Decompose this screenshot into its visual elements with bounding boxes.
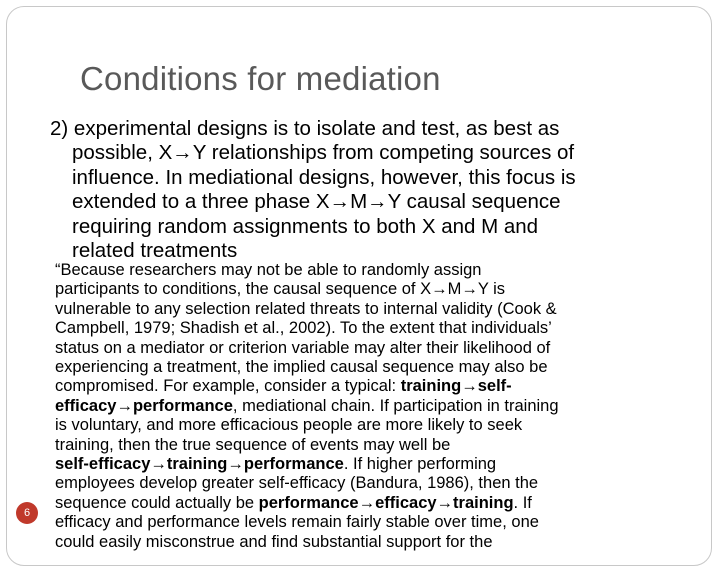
quote-text: compromised. For example, consider a typical: xyxy=(55,377,401,396)
quote-text: , mediational chain. If participation in training xyxy=(232,396,559,415)
quote-text: . If xyxy=(513,493,532,512)
quote-line: Campbell, 1979; Shadish et al., 2002). To the extent that individuals’ xyxy=(55,319,552,338)
point-line: possible, X→Y relationships from competing sources of xyxy=(72,141,575,165)
quote-line xyxy=(55,494,675,513)
quote-line: efficacy and performance levels remain fairly stable over time, one xyxy=(55,513,539,532)
quote-line: participants to conditions, the causal sequence of X→M→Y is xyxy=(55,280,506,299)
quote-line: could easily misconstrue and find substantial support for the xyxy=(55,532,493,551)
quote-line xyxy=(55,455,675,474)
point-line: related treatments xyxy=(72,239,238,263)
slide-title: Conditions for mediation xyxy=(80,60,441,97)
quote-text: sequence could actually be xyxy=(55,493,259,512)
quote-block xyxy=(55,261,675,552)
point-line: requiring random assignments to both X and M and xyxy=(72,214,539,238)
quote-line: “Because researchers may not be able to randomly assign xyxy=(55,261,482,279)
quote-bold-text: training→self- xyxy=(400,377,512,396)
quote-text: . If higher performing xyxy=(343,455,497,474)
point-line: extended to a three phase X→M→Y causal sequence xyxy=(72,190,561,214)
quote-bold-text: self-efficacy→training→performance xyxy=(55,455,344,474)
quote-line: vulnerable to any selection related threats to internal validity (Cook & xyxy=(55,299,557,318)
quote-bold-text: performance→efficacy→training xyxy=(258,493,514,512)
quote-line: is voluntary, and more efficacious people are more likely to seek xyxy=(55,416,523,435)
quote-line: employees develop greater self-efficacy (Bandura, 1986), then the xyxy=(55,474,539,493)
quote-bold-text: efficacy→performance xyxy=(55,396,233,415)
quote-line xyxy=(55,397,675,416)
point-line: 2) experimental designs is to isolate and test, as best as xyxy=(50,117,560,140)
slide-number-badge: 6 xyxy=(16,502,38,524)
bullet-point-2 xyxy=(50,117,680,263)
point-line: influence. In mediational designs, however, this focus is xyxy=(72,165,576,189)
quote-line: status on a mediator or criterion variable may alter their likelihood of xyxy=(55,338,551,357)
quote-line xyxy=(55,377,675,396)
quote-line: experiencing a treatment, the implied causal sequence may also be xyxy=(55,358,548,377)
quote-line: training, then the true sequence of events may well be xyxy=(55,435,451,454)
